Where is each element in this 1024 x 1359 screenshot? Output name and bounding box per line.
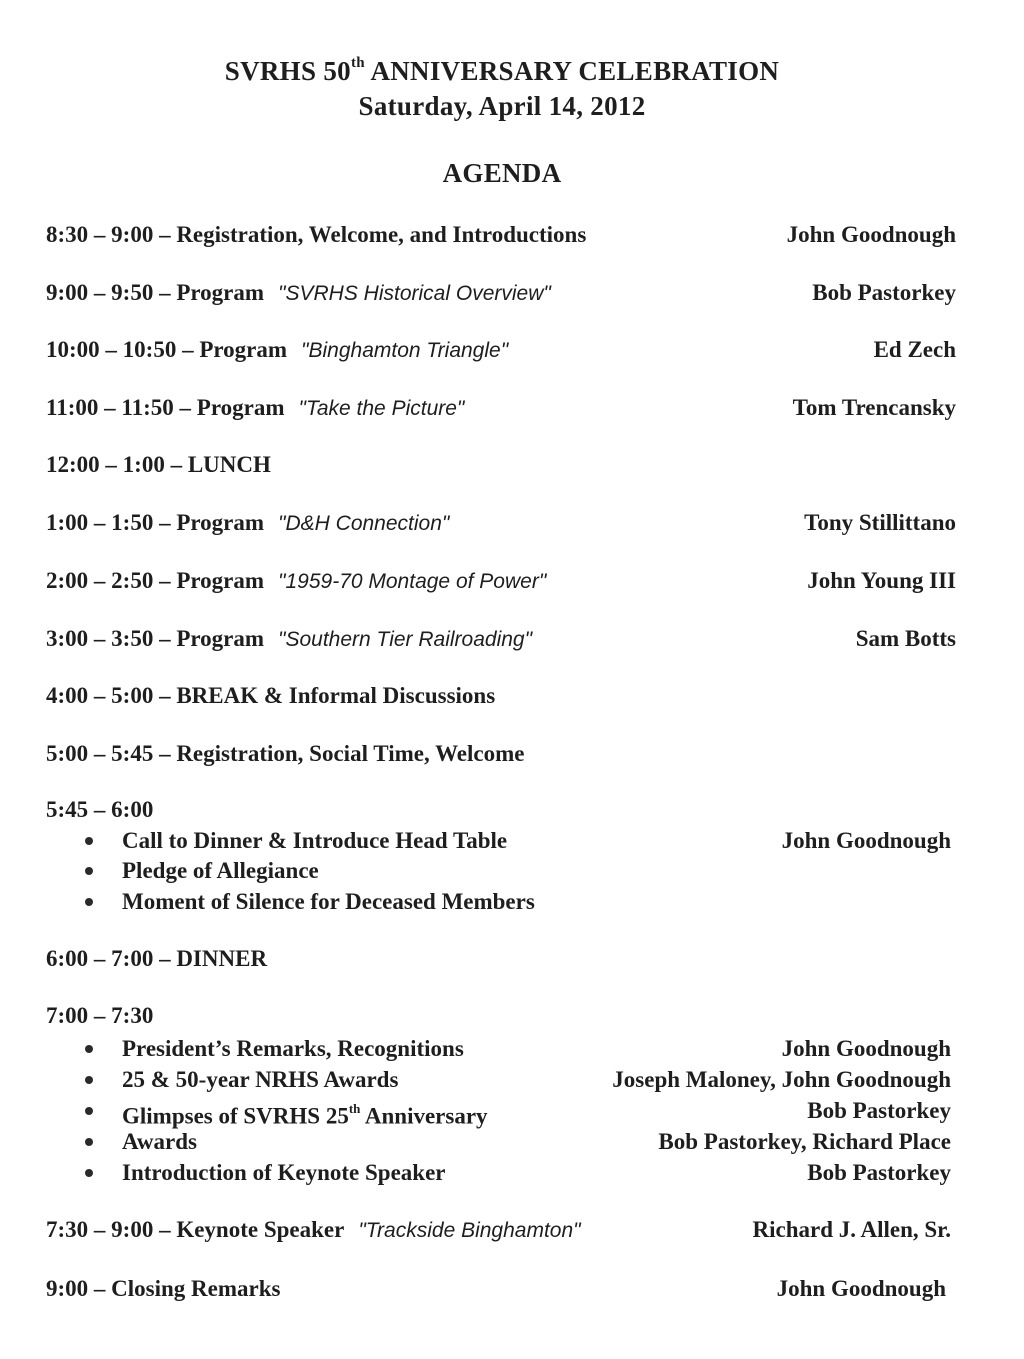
speaker: John Goodnough [781, 828, 951, 853]
speaker: Bob Pastorkey [807, 1160, 951, 1185]
agenda-subitem: Call to Dinner & Introduce Head Table John Goodnough [46, 826, 951, 856]
speaker: John Goodnough [786, 222, 956, 247]
bullet-icon [85, 837, 93, 845]
agenda-row: 6:00 – 7:00 – DINNER [46, 946, 268, 971]
agenda-subitem: Pledge of Allegiance [46, 856, 951, 886]
agenda-row: 1:00 – 1:50 – Program "D&H Connection" Tony Stillittano [46, 506, 956, 540]
bullet-icon [85, 898, 93, 906]
program-title: "D&H Connection" [278, 512, 450, 535]
speaker: Tom Trencansky [792, 395, 956, 420]
program-title: "Take the Picture" [298, 397, 465, 420]
agenda-row: 10:00 – 10:50 – Program "Binghamton Triangle" Ed Zech [46, 333, 956, 367]
agenda-subitem: Moment of Silence for Deceased Members [46, 887, 951, 917]
bullet-icon [85, 1076, 93, 1084]
agenda-row: 3:00 – 3:50 – Program "Southern Tier Railroading" Sam Botts [46, 622, 956, 656]
speaker: Bob Pastorkey [812, 280, 956, 305]
agenda-subitem: 25 & 50-year NRHS Awards Joseph Maloney, John Goodnough [46, 1065, 951, 1095]
bullet-icon [85, 1169, 93, 1177]
agenda-row: 2:00 – 2:50 – Program "1959-70 Montage of Power" John Young III [46, 564, 956, 598]
program-title: "Trackside Binghamton" [358, 1219, 581, 1242]
agenda-row: 8:30 – 9:00 – Registration, Welcome, and Introductions John Goodnough [46, 218, 956, 252]
speaker: Ed Zech [873, 337, 956, 362]
speaker: John Young III [807, 568, 956, 593]
program-title: "Binghamton Triangle" [301, 339, 509, 362]
agenda-row: 11:00 – 11:50 – Program "Take the Picture" Tom Trencansky [46, 391, 956, 425]
bullet-icon [85, 867, 93, 875]
agenda-row: 7:00 – 7:30 [46, 1003, 154, 1028]
bullet-icon [85, 1138, 93, 1146]
program-title: "SVRHS Historical Overview" [278, 282, 551, 305]
speaker: Richard J. Allen, Sr. [752, 1217, 951, 1242]
bullet-icon [85, 1045, 93, 1053]
program-title: "Southern Tier Railroading" [278, 628, 533, 651]
agenda-subitem: Introduction of Keynote Speaker Bob Pastorkey [46, 1158, 951, 1188]
agenda-subitem: President’s Remarks, Recognitions John Goodnough [46, 1034, 951, 1064]
speaker: John Goodnough [781, 1036, 951, 1061]
agenda-row: 5:45 – 6:00 [46, 797, 154, 822]
program-title: "1959-70 Montage of Power" [278, 570, 547, 593]
bullet-icon [85, 1107, 93, 1115]
agenda-subitem: Glimpses of SVRHS 25th Anniversary Bob Pastorkey [46, 1096, 951, 1126]
agenda-row: 7:30 – 9:00 – Keynote Speaker "Trackside Binghamton" Richard J. Allen, Sr. [46, 1213, 956, 1247]
speaker: John Goodnough [776, 1276, 946, 1301]
agenda-subitem: Awards Bob Pastorkey, Richard Place [46, 1127, 951, 1157]
speaker: Sam Botts [855, 626, 956, 651]
speaker: Bob Pastorkey, Richard Place [658, 1129, 951, 1154]
agenda-row: 9:00 – 9:50 – Program "SVRHS Historical Overview" Bob Pastorkey [46, 276, 956, 310]
agenda-heading: AGENDA [442, 158, 562, 188]
agenda-row: 9:00 – Closing Remarks John Goodnough [46, 1272, 956, 1306]
speaker: Tony Stillittano [804, 510, 956, 535]
event-title: SVRHS 50th ANNIVERSARY CELEBRATION [224, 55, 780, 86]
event-date: Saturday, April 14, 2012 [358, 91, 646, 121]
agenda-row: 4:00 – 5:00 – BREAK & Informal Discussions [46, 683, 496, 708]
speaker: Bob Pastorkey [807, 1098, 951, 1123]
agenda-row: 5:00 – 5:45 – Registration, Social Time, Welcome [46, 741, 525, 766]
agenda-row: 12:00 – 1:00 – LUNCH [46, 452, 271, 477]
speaker: Joseph Maloney, John Goodnough [612, 1067, 951, 1092]
